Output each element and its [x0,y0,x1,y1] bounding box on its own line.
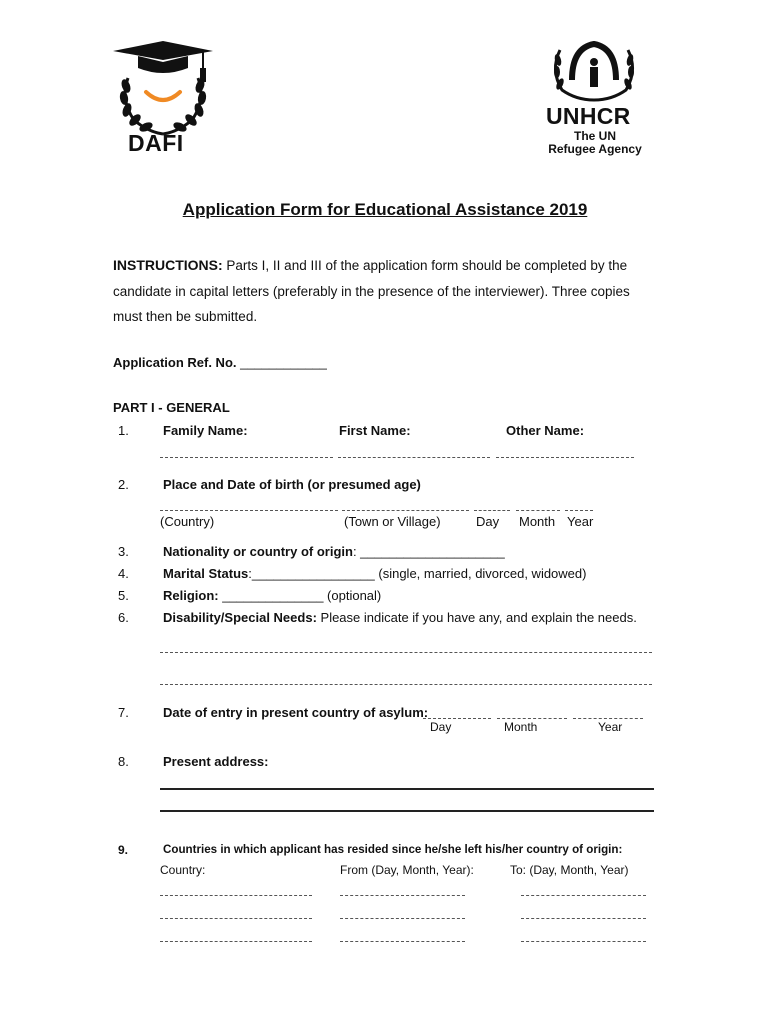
q2-number: 2. [118,477,129,492]
q7-year-field[interactable] [573,718,643,719]
q8-label: Present address: [163,754,269,769]
q6-line-2[interactable] [160,684,652,685]
q3-number: 3. [118,544,129,559]
unhcr-subtitle: The UN Refugee Agency [548,129,642,156]
q1-number: 1. [118,423,129,438]
q9-from-header: From (Day, Month, Year): [340,863,474,877]
q8-line-2[interactable] [160,810,654,812]
q9-row2-from[interactable] [340,918,465,919]
q7-month-field[interactable] [497,718,567,719]
q2-day-caption: Day [476,514,500,529]
page-title: Application Form for Educational Assistance 2019 [182,200,588,219]
q1-other-label: Other Name: [506,423,585,438]
q1-other-field[interactable] [496,457,634,458]
q2-year-caption: Year [567,514,594,529]
q8-line-1[interactable] [160,788,654,790]
q2-label: Place and Date of birth (or presumed age) [163,477,421,492]
q2-country-caption: (Country) [160,514,215,529]
q6-disability: Disability/Special Needs: Please indicate if you have any, and explain the needs. [163,610,637,625]
q7-year-caption: Year [598,720,623,734]
q9-number: 9. [118,843,129,857]
q1-first-label: First Name: [339,423,411,438]
unhcr-logo [548,40,640,102]
q7-label: Date of entry in present country of asylum: [163,705,429,720]
q7-day-caption: Day [430,720,452,734]
q9-row3-country[interactable] [160,941,312,942]
q9-country-header: Country: [160,863,206,877]
q2-town-caption: (Town or Village) [344,514,441,529]
q4-number: 4. [118,566,129,581]
q9-label: Countries in which applicant has resided since he/she left his/her country of origin: [163,843,623,856]
q9-to-header: To: (Day, Month, Year) [510,863,629,877]
q2-country-field[interactable] [160,510,338,511]
dafi-wordmark: DAFI [128,130,184,156]
q1-family-field[interactable] [160,457,333,458]
q1-first-field[interactable] [338,457,490,458]
q9-row1-country[interactable] [160,895,312,896]
q3-nationality: Nationality or country of origin: ____________________ [163,544,505,559]
q2-month-caption: Month [519,514,556,529]
q2-town-field[interactable] [342,510,469,511]
q9-row3-from[interactable] [340,941,465,942]
instructions: INSTRUCTIONS: Parts I, II and III of the application form should be completed by the candidate in capital letters (preferably in the presence of the interviewer). Three copies must then be submitted. [113,257,630,324]
part1-heading: PART I - GENERAL [113,400,230,415]
unhcr-wordmark: UNHCR [546,103,631,129]
q8-number: 8. [118,754,129,769]
q4-marital-status: Marital Status:_________________ (single, married, divorced, widowed) [163,566,587,581]
q2-day-field[interactable] [474,510,510,511]
q2-month-field[interactable] [516,510,560,511]
q7-number: 7. [118,705,129,720]
q5-religion: Religion: ______________ (optional) [163,588,382,603]
q9-row3-to[interactable] [521,941,646,942]
q6-number: 6. [118,610,129,625]
q7-day-field[interactable] [423,718,491,719]
q9-row1-to[interactable] [521,895,646,896]
application-ref: Application Ref. No. ____________ [113,355,327,370]
q2-year-field[interactable] [565,510,593,511]
q9-row1-from[interactable] [340,895,465,896]
q5-number: 5. [118,588,129,603]
q1-family-label: Family Name: [163,423,248,438]
q7-month-caption: Month [504,720,538,734]
q9-row2-to[interactable] [521,918,646,919]
q9-row2-country[interactable] [160,918,312,919]
q6-line-1[interactable] [160,652,652,653]
